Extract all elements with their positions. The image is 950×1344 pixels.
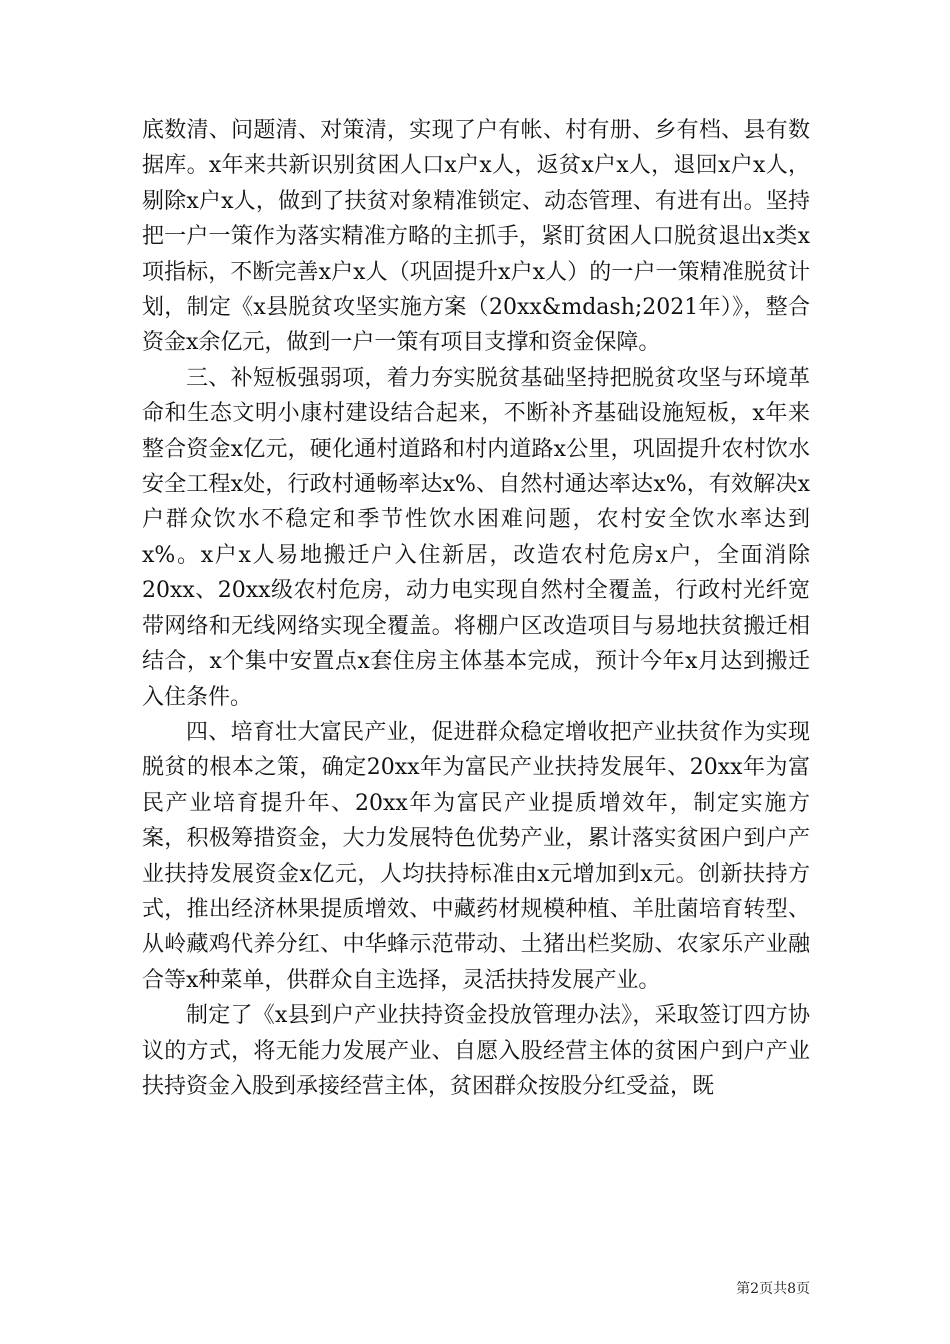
paragraph-section-four: 四、培育壮大富民产业，促进群众稳定增收把产业扶贫作为实现脱贫的根本之策，确定20xx年为富民产业扶持发展年、20xx年为富民产业培育提升年、20xx年为富民产业提质增效年，制定实施方案，积极筹措资金，大力发展特色优势产业，累计落实贫困户到户产业扶持发展资金x亿元，人均扶持标准由x元增加到x元。创新扶持方式，推出经济林果提质增效、中藏药材规模种植、羊肚菌培育转型、从岭藏鸡代养分红、中华蜂示范带动、土猪出栏奖励、农家乐产业融合等x种菜单，供群众自主选择，灵活扶持发展产业。 [142,719,810,993]
document-body [142,113,810,1104]
page-number: 第2页共8页 [736,1281,810,1297]
paragraph-section-three: 三、补短板强弱项，着力夯实脱贫基础坚持把脱贫攻坚与环境革命和生态文明小康村建设结合起来，不断补齐基础设施短板，x年来整合资金x亿元，硬化通村道路和村内道路x公里，巩固提升农村饮水安全工程x处，行政村通畅率达x%、自然村通达率达x%，有效解决x户群众饮水不稳定和季节性饮水困难问题，农村安全饮水率达到x%。x户x人易地搬迁户入住新居，改造农村危房x户，全面消除20xx、20xx级农村危房，动力电实现自然村全覆盖，行政村光纤宽带网络和无线网络实现全覆盖。将棚户区改造项目与易地扶贫搬迁相结合，x个集中安置点x套住房主体基本完成，预计今年x月达到搬迁入住条件。 [142,365,810,710]
paragraph-continued: 底数清、问题清、对策清，实现了户有帐、村有册、乡有档、县有数据库。x年来共新识别贫困人口x户x人，返贫x户x人，退回x户x人，剔除x户x人，做到了扶贫对象精准锁定、动态管理、有进有出。坚持把一户一策作为落实精准方略的主抓手，紧盯贫困人口脱贫退出x类x项指标，不断完善x户x人（巩固提升x户x人）的一户一策精准脱贫计划，制定《x县脱贫攻坚实施方案（20xx&mdash;2021年）》，整合资金x余亿元，做到一户一策有项目支撑和资金保障。 [142,118,810,356]
paragraph-fund-management: 制定了《x县到户产业扶持资金投放管理办法》，采取签订四方协议的方式，将无能力发展产业、自愿入股经营主体的贫困户到户产业扶持资金入股到承接经营主体，贫困群众按股分红受益，既 [142,1003,810,1099]
